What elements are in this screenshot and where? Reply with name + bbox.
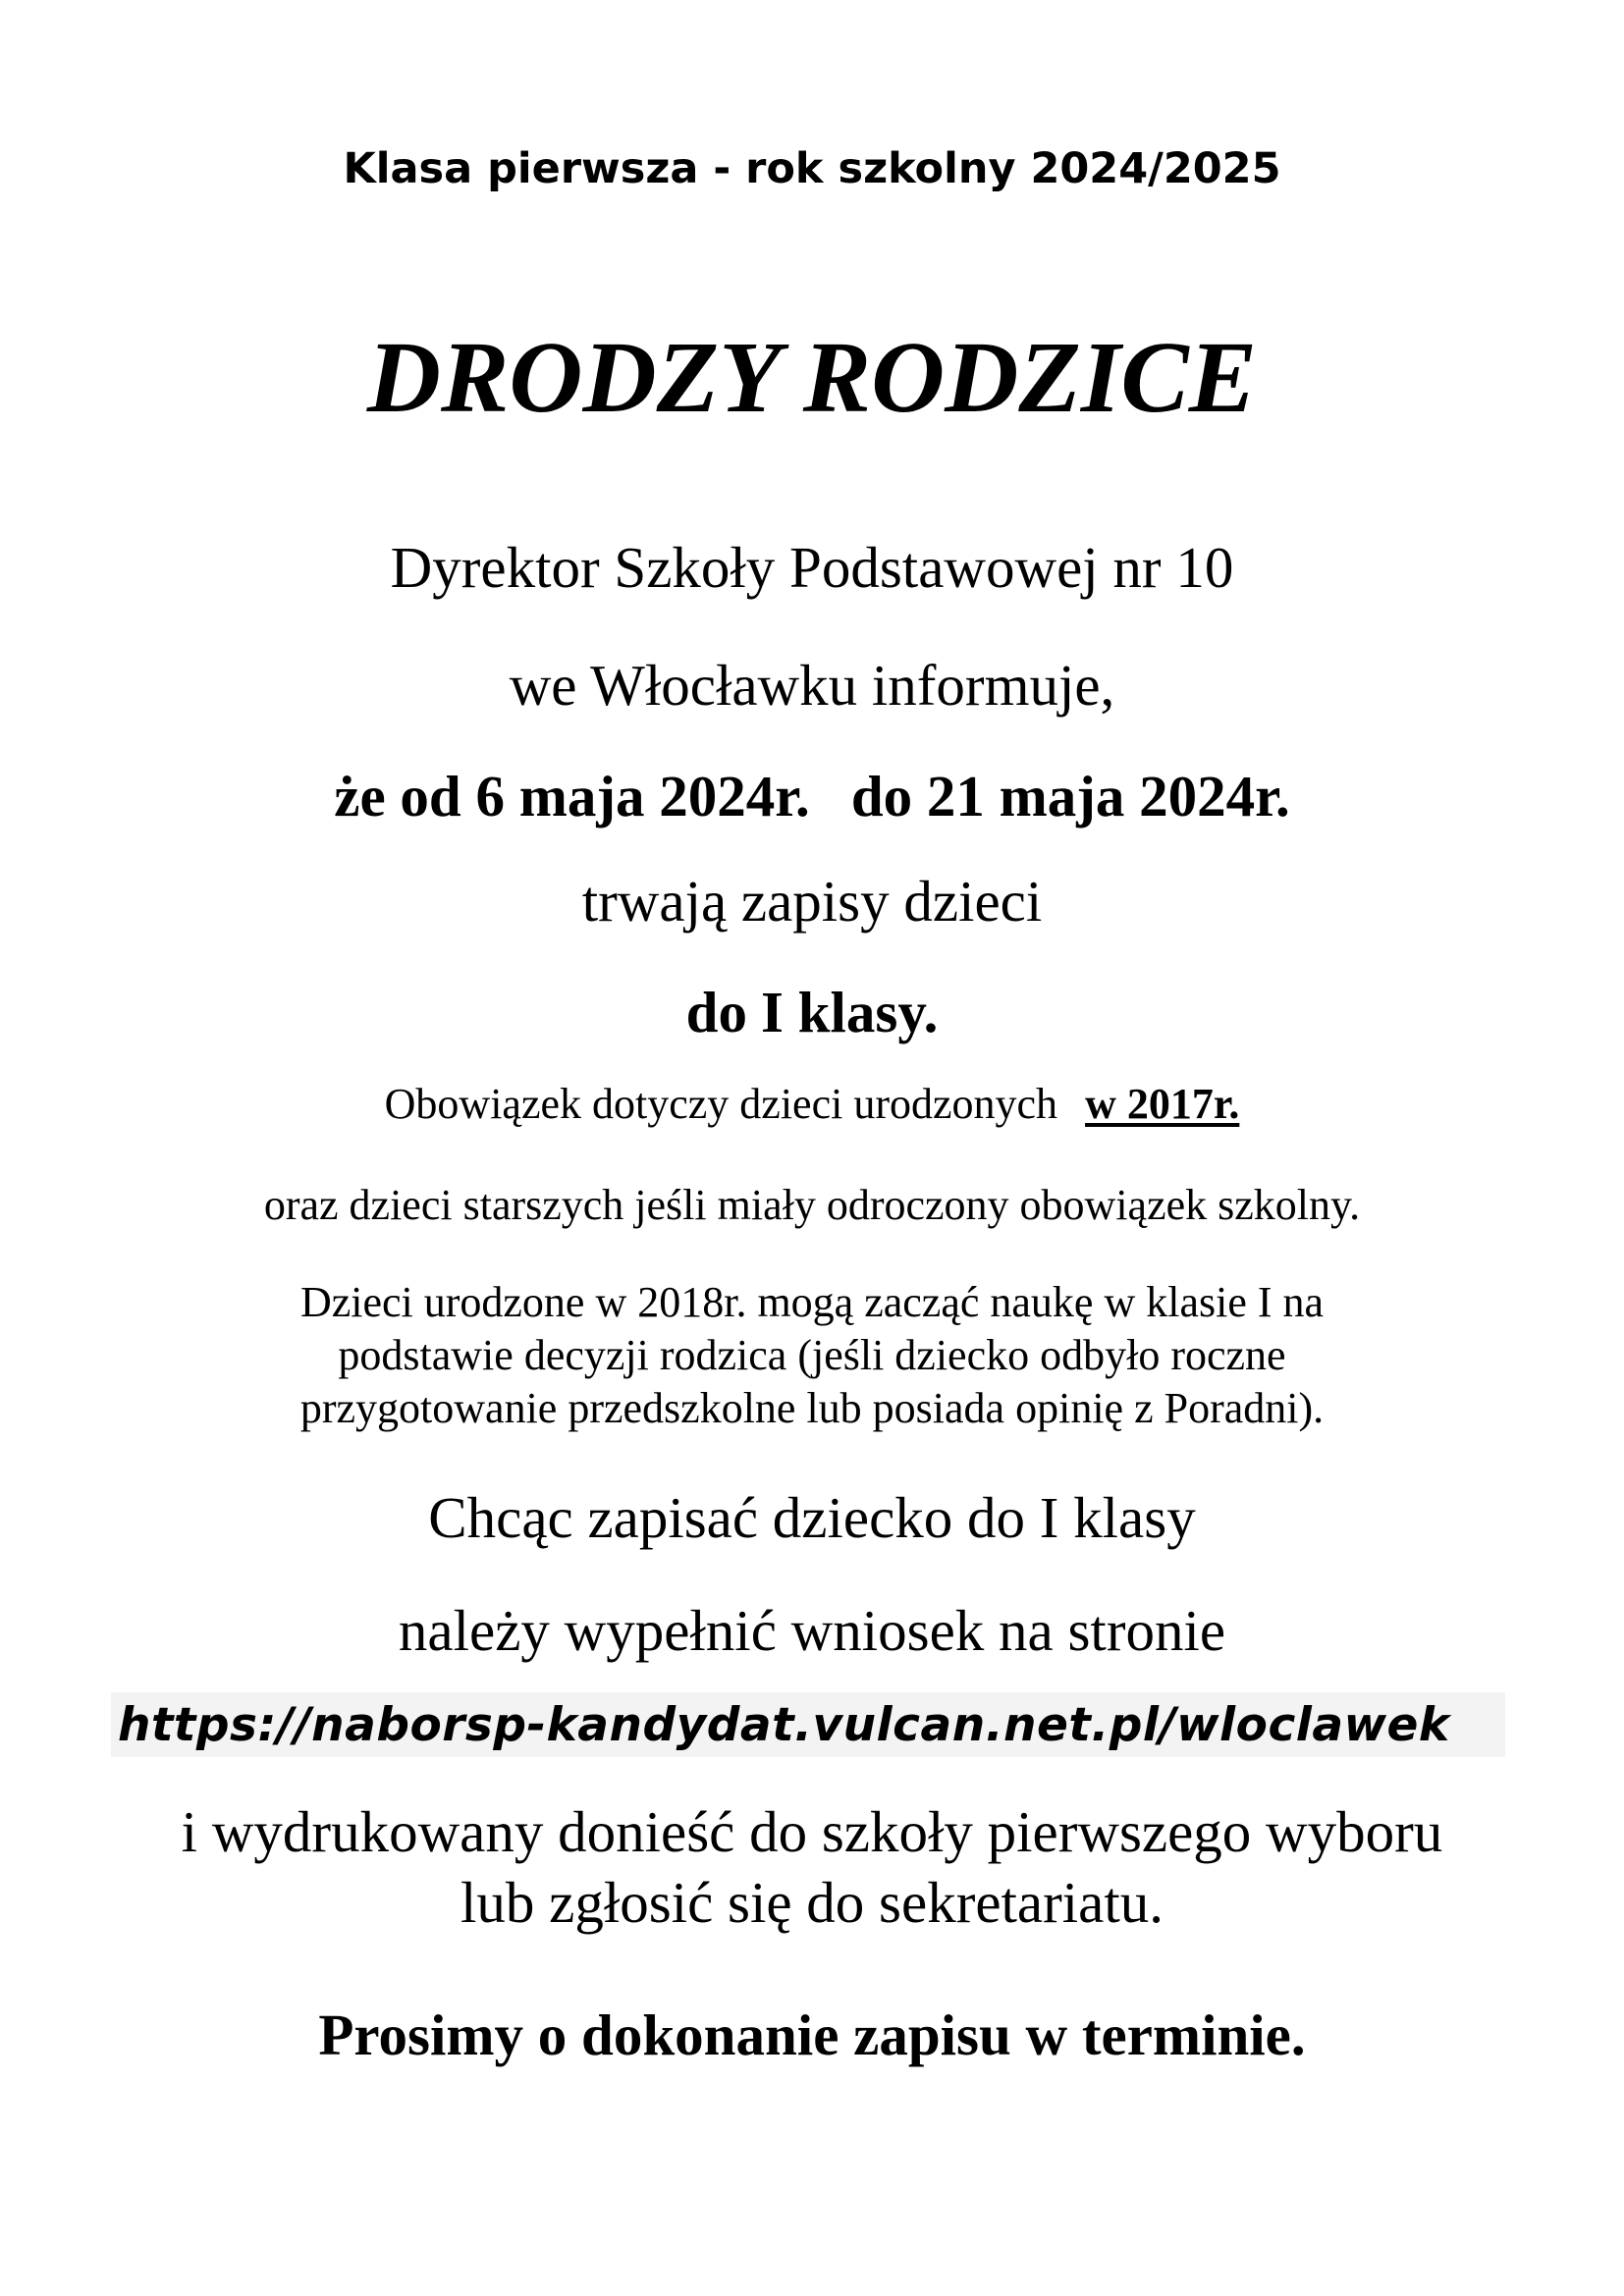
application-line-2: należy wypełnić wniosek na stronie: [398, 1598, 1226, 1663]
class-line: [0, 980, 1624, 1046]
application-line-3: i wydrukowany donieść do szkoły pierwszego wyboru: [181, 1799, 1443, 1864]
date-to: do 21 maja 2024r.: [850, 764, 1290, 828]
announcement-line-4: trwają zapisy dzieci: [581, 869, 1043, 934]
header-title: Klasa pierwsza - rok szkolny 2024/2025: [343, 144, 1281, 193]
class-suffix: I klasy.: [760, 980, 939, 1044]
obligation-year: w 2017r.: [1085, 1080, 1240, 1128]
obligation-line: [0, 1080, 1624, 1130]
announcement-line-1: Dyrektor Szkoły Podstawowej nr 10: [390, 535, 1234, 600]
application-url-link[interactable]: https://naborsp-kandydat.vulcan.net.pl/wloclawek: [118, 1698, 1450, 1752]
born-2018-line-2: podstawie decyzji rodzica (jeśli dziecko odbyło roczne: [338, 1331, 1286, 1379]
announcement-line-2: we Włocławku informuje,: [509, 653, 1115, 718]
application-line-4: lub zgłosić się do sekretariatu.: [460, 1870, 1164, 1935]
born-2018-line-1: Dzieci urodzone w 2018r. mogą zacząć naukę w klasie I na: [299, 1278, 1325, 1326]
older-children-line: oraz dzieci starszych jeśli miały odroczony obowiązek szkolny.: [263, 1181, 1361, 1229]
obligation-text: Obowiązek dotyczy dzieci urodzonych: [384, 1080, 1058, 1128]
class-prefix: do: [685, 980, 747, 1044]
date-from: że od 6 maja 2024r.: [334, 764, 810, 828]
application-line-1: Chcąc zapisać dziecko do I klasy: [428, 1485, 1196, 1550]
closing-note: Prosimy o dokonanie zapisu w terminie.: [318, 2002, 1306, 2067]
greeting-heading: DRODZY RODZICE: [366, 321, 1258, 434]
born-2018-line-3: przygotowanie przedszkolne lub posiada opinię z Poradni).: [299, 1384, 1325, 1432]
enrollment-dates: [0, 764, 1624, 830]
